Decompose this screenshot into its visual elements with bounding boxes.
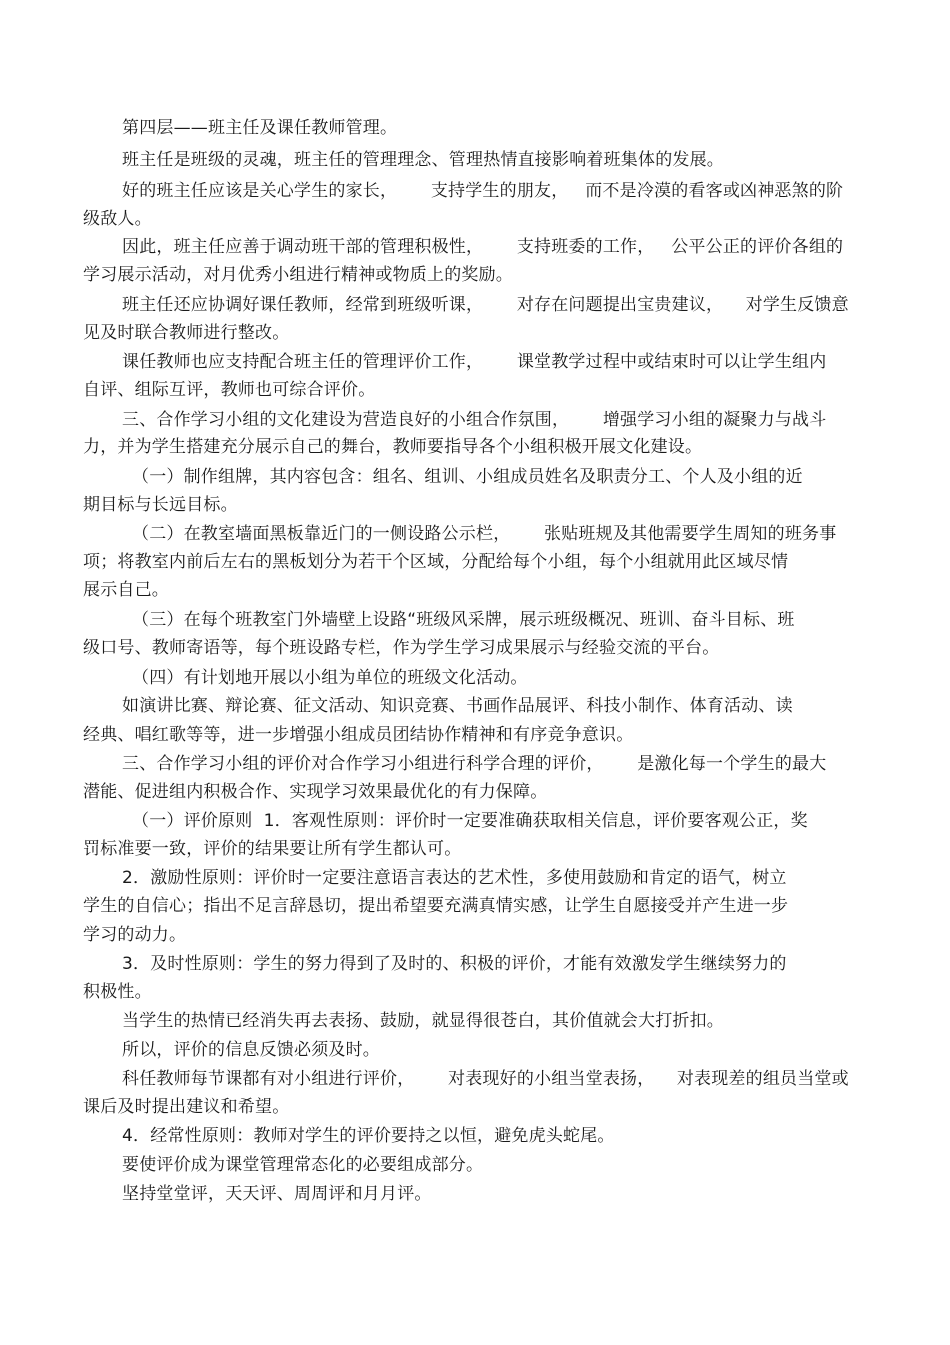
text-line: 课后及时提出建议和希望。: [83, 1097, 290, 1117]
text-line: 学习展示活动，对月优秀小组进行精神或物质上的奖励。: [83, 265, 513, 285]
text-line: 三、合作学习小组的评价对合作学习小组进行科学合理的评价， 是激化每一个学生的最大: [122, 754, 827, 774]
text-line: 第四层——班主任及课任教师管理。: [122, 118, 398, 138]
text-line: （二）在教室墙面黑板靠近门的一侧设路公示栏， 张贴班规及其他需要学生周知的班务事: [132, 524, 837, 544]
text-line: （四）有计划地开展以小组为单位的班级文化活动。: [132, 668, 528, 688]
text-line: 力，并为学生搭建充分展示自己的舞台，教师要指导各个小组积极开展文化建设。: [83, 437, 703, 457]
text-line: （一）评价原则 1．客观性原则：评价时一定要准确获取相关信息，评价要客观公正，奖: [132, 811, 808, 831]
text-line: 级敌人。: [83, 209, 152, 229]
text-line: 4．经常性原则：教师对学生的评价要持之以恒，避免虎头蛇尾。: [122, 1126, 615, 1146]
text-line: 课任教师也应支持配合班主任的管理评价工作， 课堂教学过程中或结束时可以让学生组内: [122, 352, 827, 372]
text-line: 积极性。: [83, 982, 152, 1002]
text-line: 班主任是班级的灵魂，班主任的管理理念、管理热情直接影响着班集体的发展。: [122, 150, 724, 170]
text-line: 班主任还应协调好课任教师，经常到班级听课， 对存在问题提出宝贵建议， 对学生反馈意: [122, 295, 849, 315]
text-line: 罚标准要一致，评价的结果要让所有学生都认可。: [83, 839, 462, 859]
text-line: 坚持堂堂评，天天评、周周评和月月评。: [122, 1184, 432, 1204]
text-line: 当学生的热情已经消失再去表扬、鼓励，就显得很苍白，其价值就会大打折扣。: [122, 1011, 724, 1031]
text-line: （三）在每个班教室门外墙壁上设路“班级风采牌，展示班级概况、班训、奋斗目标、班: [132, 610, 795, 630]
text-line: 自评、组际互评，教师也可综合评价。: [83, 380, 376, 400]
text-line: 级口号、教师寄语等，每个班设路专栏，作为学生学习成果展示与经验交流的平台。: [83, 638, 720, 658]
text-line: 三、合作学习小组的文化建设为营造良好的小组合作氛围， 增强学习小组的凝聚力与战斗: [122, 410, 827, 430]
text-line: 科任教师每节课都有对小组进行评价， 对表现好的小组当堂表扬， 对表现差的组员当堂或: [122, 1069, 849, 1089]
text-line: 要使评价成为课堂管理常态化的必要组成部分。: [122, 1155, 484, 1175]
text-line: 见及时联合教师进行整改。: [83, 323, 290, 343]
text-line: 展示自己。: [83, 580, 169, 600]
text-line: 经典、唱红歌等等，进一步增强小组成员团结协作精神和有序竞争意识。: [83, 725, 634, 745]
text-line: 期目标与长远目标。: [83, 495, 238, 515]
text-line: 学习的动力。: [83, 925, 187, 945]
text-line: 如演讲比赛、辩论赛、征文活动、知识竞赛、书画作品展评、科技小制作、体育活动、读: [122, 696, 793, 716]
text-line: 2．激励性原则：评价时一定要注意语言表达的艺术性，多使用鼓励和肯定的语气，树立: [122, 868, 787, 888]
text-line: 学生的自信心；指出不足言辞恳切，提出希望要充满真情实感，让学生自愿接受并产生进一步: [83, 896, 789, 916]
text-line: 所以，评价的信息反馈必须及时。: [122, 1040, 380, 1060]
text-line: 因此，班主任应善于调动班干部的管理积极性， 支持班委的工作， 公平公正的评价各组的: [122, 237, 844, 257]
text-line: 好的班主任应该是关心学生的家长， 支持学生的朋友， 而不是冷漠的看客或凶神恶煞的阶: [122, 181, 844, 201]
text-line: 3．及时性原则：学生的努力得到了及时的、积极的评价，才能有效激发学生继续努力的: [122, 954, 787, 974]
text-line: 潜能、促进组内积极合作、实现学习效果最优化的有力保障。: [83, 782, 548, 802]
text-line: （一）制作组牌，其内容包含：组名、组训、小组成员姓名及职责分工、个人及小组的近: [132, 467, 803, 487]
text-line: 项；将教室内前后左右的黑板划分为若干个区域，分配给每个小组，每个小组就用此区域尽情: [83, 552, 789, 572]
